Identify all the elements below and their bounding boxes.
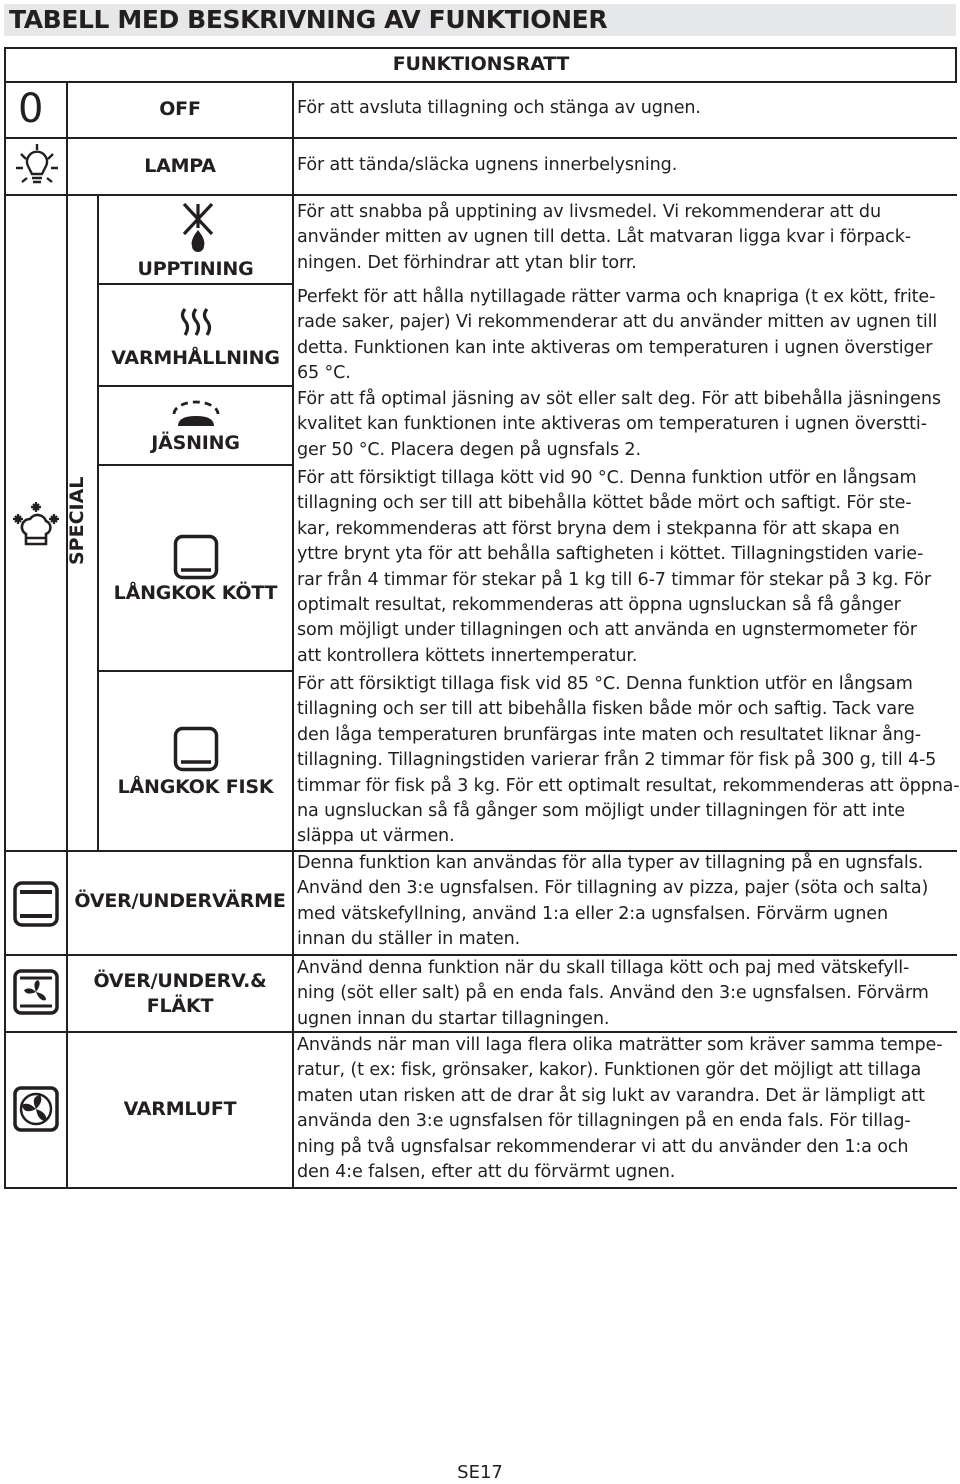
function-name-off: OFF (159, 98, 201, 120)
function-name-over-underv-flakt: ÖVER/UNDERV.& (93, 970, 267, 992)
description-varmluft: Används när man vill laga flera olika maträtter som kräver samma tempe- ratur, (t ex: fisk, grönsaker, kakor). Funktionen gör det möjligt att tillaga maten utan risken att de drar åt sig lukt av varandra. Det är lämpligt att använda den 3:e ugnsfalsen för tillagningen på en enda fals. För tillag- ning på två ugnsfalsar rekommenderar vi att du använder den 1:a och den 4:e falsen, efter att du förvärmt ugnen. (297, 1035, 943, 1183)
function-name-langkok-kott: LÅNGKOK KÖTT (113, 582, 278, 604)
table-header: FUNKTIONSRATT (392, 53, 570, 75)
power-off-icon (18, 86, 58, 134)
defrost-icon (178, 200, 218, 254)
function-name-upptining: UPPTINING (137, 258, 254, 280)
description-lampa: För att tända/släcka ugnens innerbelysning. (297, 155, 678, 175)
function-name-lampa: LAMPA (144, 155, 216, 177)
description-off: För att avsluta tillagning och stänga av ugnen. (297, 98, 701, 118)
function-name-varmluft: VARMLUFT (123, 1098, 237, 1120)
function-name-over-undervarme: ÖVER/UNDERVÄRME (74, 890, 286, 912)
description-jasning: För att få optimal jäsning av söt eller salt deg. För att bibehålla jäsningens kvalitet kan funktionen inte aktiveras om temperaturen i ugnen överstti- ger 50 °C. Placera degen på ugnsfals 2. (297, 389, 941, 460)
function-name-jasning: JÄSNING (151, 432, 240, 454)
function-name-langkok-fisk: LÅNGKOK FISK (117, 776, 274, 798)
slow-cook-fish-icon (173, 726, 219, 772)
top-bottom-fan-icon (12, 968, 60, 1016)
slow-cook-meat-icon (173, 534, 219, 580)
function-name-varmhallning: VARMHÅLLNING (111, 347, 280, 369)
description-langkok-kott: För att försiktigt tillaga kött vid 90 °C. Denna funktion utför en långsam tillagning och ser till att bibehålla köttet både mört och saftigt. För ste- kar, rekommenderas att först bryna dem i stekpanna för att skapa en yttre brynt yta för att behålla saftigheten i köttet. Tillagningstiden varie- rar från 4 timmar för stekar på 1 kg till 6-7 timmar för stekar på 3 kg. För optimalt resultat, rekommenderas att öppna ugnsluckan så få gånger som möjligt under tillagningen och att använda en ugnstermometer för att kontrollera köttets innertemperatur. (297, 468, 931, 666)
function-name-over-underv-flakt-line2: FLÄKT (146, 995, 214, 1017)
description-over-underv-flakt: Använd denna funktion när du skall tillaga kött och paj med vätskefyll- ning (söt eller salt) på en enda fals. Använd den 3:e ugnsfalsen. Förvärm ugnen innan du startar tillagningen. (297, 958, 929, 1029)
special-group-label: SPECIAL (66, 476, 88, 565)
description-over-undervarme: Denna funktion kan användas för alla typer av tillagning på en ugnsfals. Använd den 3:e ugnsfalsen. För tillagning av pizza, pajer (söta och salta) med vätskefyllning, använd 1:a eller 2:a ugnsfalsen. Förvärm ugnen innan du ställer in maten. (297, 853, 929, 950)
keep-warm-icon (178, 305, 214, 341)
fan-oven-icon (12, 1085, 60, 1133)
title-bar (4, 4, 956, 36)
page-title: TABELL MED BESKRIVNING AV FUNKTIONER (9, 5, 608, 34)
description-upptining: För att snabba på upptining av livsmedel. Vi rekommenderar att du använder mitten av ugnen till detta. Låt matvaran ligga kvar i förpack- ningen. Det förhindrar att ytan blir torr. (297, 202, 911, 273)
proving-icon (168, 400, 224, 430)
page-number: SE17 (457, 1462, 503, 1483)
top-bottom-heat-icon (12, 880, 60, 928)
lamp-icon (12, 142, 62, 192)
description-langkok-fisk: För att försiktigt tillaga fisk vid 85 °C. Denna funktion utför en långsam tillagning och ser till att bibehålla fisken både mör och saftig. Tack vare den låga temperaturen brunfärgas inte maten och resultatet liknar ång- tillagning. Tillagningstiden varierar från 2 timmar för fisk på 300 g, till 4-5 timmar för fisk på 3 kg. För ett optimalt resultat, rekommenderas att öppna- na ugnsluckan så få gånger som möjligt under tillagningen för att inte släppa ut värmen. (297, 674, 960, 847)
special-chef-hat-icon (10, 500, 62, 552)
description-varmhallning: Perfekt för att hålla nytillagade rätter varma och knapriga (t ex kött, frite- rade saker, pajer) Vi rekommenderar att du använder mitten av ugnen till detta. Funktionen kan inte aktiveras om temperaturen i ugnen överstiger 65 °C. (297, 287, 938, 384)
off-symbol: 0 (18, 86, 44, 132)
